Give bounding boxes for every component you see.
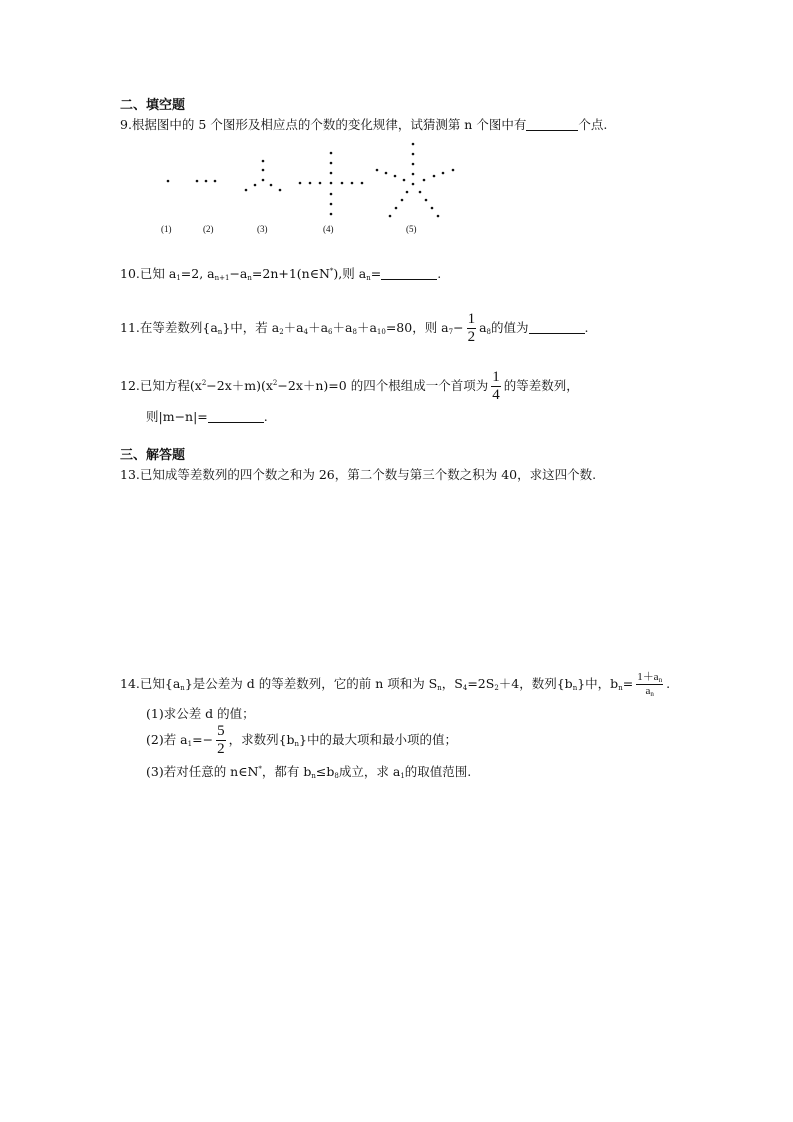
text-fragment: (3)若对任意的 n∈N	[146, 764, 259, 779]
text-fragment: 1	[492, 369, 500, 385]
text-fragment: *	[258, 765, 262, 773]
fig4-dot	[330, 182, 333, 185]
text-fragment: 7	[448, 328, 454, 336]
text-fragment: 6	[328, 328, 333, 336]
text-fragment: n	[217, 328, 223, 336]
text-fragment: 1	[467, 311, 476, 327]
text-fragment: 1＋a	[637, 671, 659, 683]
fig3-dot	[270, 184, 273, 187]
text-fragment: 2	[494, 684, 499, 692]
text-fragment: n	[650, 690, 654, 698]
fig5-dot	[412, 183, 415, 186]
q9-text-b: 个点.	[578, 117, 608, 132]
fig5-dot	[437, 215, 440, 218]
q14-a1-fraction	[216, 723, 226, 758]
fig3-dot	[245, 189, 248, 192]
fig4-dot	[351, 182, 354, 185]
fig3-dot	[254, 184, 257, 187]
fig5-dot	[376, 169, 379, 172]
figure-label-4: (4)	[323, 224, 334, 234]
fig5-dot	[389, 215, 392, 218]
fig4-dot	[330, 203, 333, 206]
text-fragment: n	[294, 740, 300, 748]
text-fragment: 2	[201, 379, 207, 387]
fig2-dot	[196, 180, 199, 183]
fig4-dot	[299, 182, 302, 185]
text-fragment: }是公差为 d 的等差数列，它的前 n 项和为 S	[184, 676, 438, 691]
fig5-dot	[431, 207, 434, 210]
fig3-dot	[262, 160, 265, 163]
fig3-dot	[262, 169, 265, 172]
text-fragment: 2	[217, 741, 225, 757]
text-fragment: =−	[192, 732, 214, 747]
text-fragment: =80，则 a	[385, 320, 449, 335]
q14-subquestion-2	[146, 722, 457, 758]
question-13: 13.已知成等差数列的四个数之和为 26，第二个数与第三个数之积为 40，求这四个数.	[120, 467, 597, 482]
question-12	[120, 368, 579, 404]
question-11	[120, 310, 589, 346]
fig4-dot	[330, 172, 333, 175]
fig4-dot	[319, 182, 322, 185]
fig5-dot	[423, 179, 426, 182]
figure-label-3: (3)	[257, 224, 268, 234]
text-fragment: .	[263, 409, 268, 424]
fig5-dot	[442, 172, 445, 175]
fig2-dot	[214, 180, 217, 183]
q11-fraction	[467, 311, 477, 346]
fig5-dot	[394, 175, 397, 178]
text-fragment: ),则 a	[333, 266, 367, 281]
text-fragment: 2	[272, 379, 278, 387]
figure-label-2: (2)	[203, 224, 214, 234]
text-fragment: ＋a	[332, 320, 353, 335]
q9-text-a: 9.根据图中的 5 个图形及相应点的个数的变化规律，试猜测第 n 个图中有	[120, 117, 527, 132]
fig3-dot	[262, 179, 265, 182]
fig5-dot	[412, 153, 415, 156]
text-fragment: }中，b	[577, 676, 619, 691]
text-fragment: n	[437, 684, 442, 692]
text-fragment: ≤b	[315, 764, 335, 779]
text-fragment: =	[622, 676, 634, 691]
fig5-dot	[452, 169, 455, 172]
fig5-dot	[406, 191, 409, 194]
text-fragment: 的值为	[491, 320, 529, 335]
text-fragment: a	[645, 685, 651, 697]
text-fragment: *	[329, 267, 334, 275]
text-fragment: 1	[400, 772, 405, 780]
fig5-dot	[412, 173, 415, 176]
q12-answer-blank[interactable]	[208, 410, 264, 423]
text-fragment: .	[666, 676, 671, 691]
text-fragment: =2, a	[180, 266, 215, 281]
text-fragment: 4	[303, 328, 309, 336]
section-heading-solutions: 三、解答题	[120, 448, 186, 463]
fig4-dot	[361, 182, 364, 185]
fig5-dot	[412, 143, 415, 146]
fig4-dot	[309, 182, 312, 185]
fig5-dot	[433, 175, 436, 178]
q14-bn-fraction	[636, 671, 663, 698]
question-12-line2	[146, 409, 268, 425]
text-fragment: ＋a	[283, 320, 304, 335]
figure-label-5: (5)	[406, 224, 417, 234]
text-fragment: a	[479, 320, 487, 335]
text-fragment: n+1	[214, 274, 230, 282]
text-fragment: }中的最大项和最小项的值；	[299, 732, 458, 747]
fig2-dot	[205, 180, 208, 183]
text-fragment: (2)若 a	[146, 732, 188, 747]
text-fragment: ，都有 b	[261, 764, 312, 779]
text-fragment: =	[370, 266, 382, 281]
text-fragment: 10	[376, 328, 386, 336]
text-fragment: n	[180, 684, 185, 692]
q11-answer-blank[interactable]	[529, 321, 585, 334]
text-fragment: 2	[279, 328, 284, 336]
text-fragment: }中，若 a	[222, 320, 280, 335]
text-fragment: 8	[334, 772, 339, 780]
text-fragment: n	[247, 274, 252, 282]
text-fragment: n	[366, 274, 371, 282]
text-fragment: =2n+1(n∈N	[251, 266, 330, 281]
fig5-dot	[412, 163, 415, 166]
text-fragment: ＋a	[308, 320, 329, 335]
text-fragment: −2x＋m)(x	[206, 378, 273, 393]
fig4-dot	[330, 152, 333, 155]
text-fragment: 12.已知方程(x	[120, 378, 202, 393]
fig5-dot	[395, 207, 398, 210]
text-fragment: .	[584, 320, 589, 335]
fig4-dot	[341, 182, 344, 185]
text-fragment: 10.已知 a	[120, 266, 177, 281]
text-fragment: n	[658, 676, 663, 684]
fig4-dot	[330, 213, 333, 216]
text-fragment: 5	[217, 723, 225, 739]
q9-answer-blank[interactable]	[526, 118, 578, 131]
fig4-dot	[330, 193, 333, 196]
fig5-dot	[419, 191, 422, 194]
q10-answer-blank[interactable]	[381, 267, 437, 280]
text-fragment: ＋a	[356, 320, 377, 335]
text-fragment: 的取值范围.	[404, 764, 472, 779]
fig3-dot	[279, 189, 282, 192]
text-fragment: 1	[176, 274, 181, 282]
fig4-dot	[330, 162, 333, 165]
text-fragment: 的等差数列，	[503, 378, 579, 393]
text-fragment: n	[618, 684, 623, 692]
text-fragment: =2S	[467, 676, 495, 691]
text-fragment: −a	[229, 266, 248, 281]
text-fragment: ，求数列{b	[228, 732, 295, 747]
text-fragment: ，S	[441, 676, 463, 691]
q12-fraction	[491, 369, 501, 404]
text-fragment: −	[453, 320, 464, 335]
question-9	[120, 117, 607, 133]
fig5-dot	[385, 172, 388, 175]
text-fragment: n	[311, 772, 316, 780]
q14-subquestion-1: (1)求公差 d 的值；	[146, 706, 255, 721]
section-heading-fill-in: 二、填空题	[120, 98, 186, 113]
text-fragment: 8	[486, 328, 491, 336]
text-fragment: 14.已知{a	[120, 676, 181, 691]
text-fragment: 8	[352, 328, 357, 336]
text-fragment: 11.在等差数列{a	[120, 320, 218, 335]
q14-subquestion-3	[146, 764, 471, 780]
text-fragment: n	[572, 684, 578, 692]
q9-dot-pattern-figure	[150, 140, 470, 240]
text-fragment: 2	[467, 329, 476, 345]
figure-label-1: (1)	[161, 224, 172, 234]
fig5-dot	[425, 199, 428, 202]
fig5-dot	[403, 179, 406, 182]
text-fragment: ＋4，数列{b	[498, 676, 573, 691]
text-fragment: 则|m−n|=	[146, 409, 208, 424]
text-fragment: 1	[187, 740, 193, 748]
question-10	[120, 266, 441, 282]
text-fragment: .	[437, 266, 442, 281]
text-fragment: 4	[462, 684, 468, 692]
text-fragment: 4	[492, 387, 500, 403]
fig1-dot	[167, 180, 170, 183]
question-14	[120, 666, 670, 702]
fig5-dot	[401, 199, 404, 202]
text-fragment: −2x＋n)=0 的四个根组成一个首项为	[277, 378, 489, 393]
text-fragment: 成立，求 a	[338, 764, 401, 779]
